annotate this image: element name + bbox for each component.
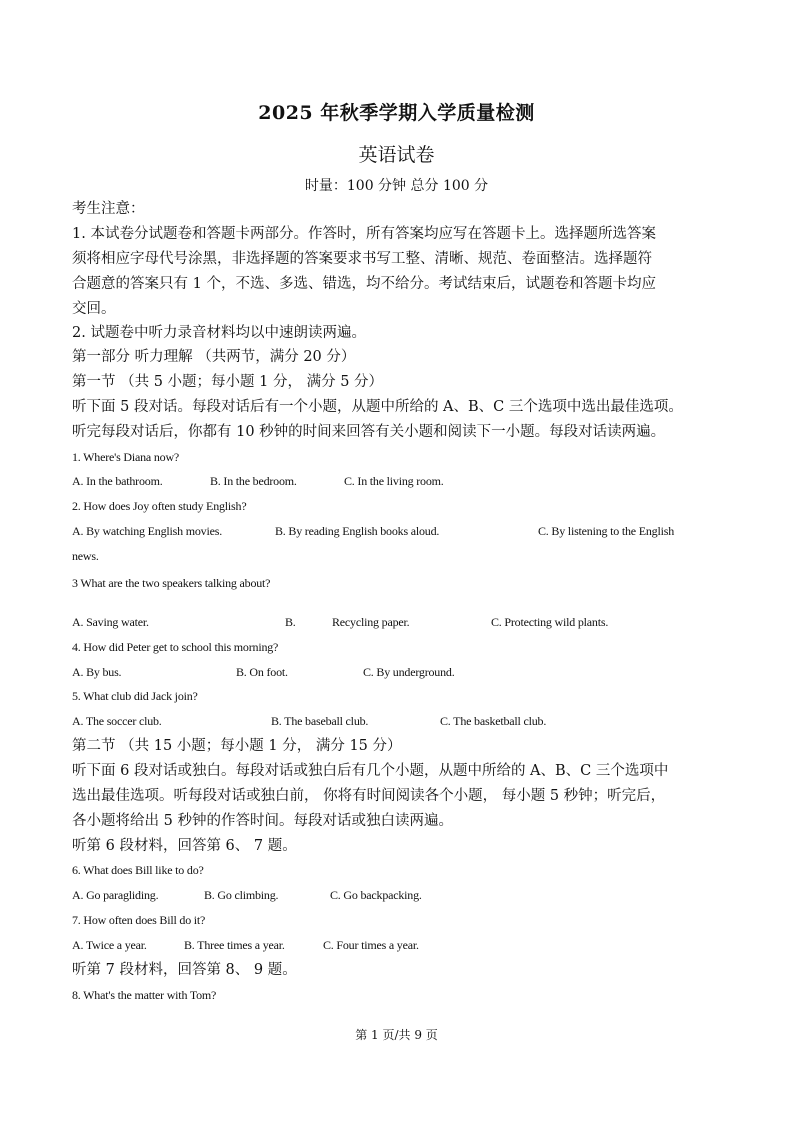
option-b: B. In the bedroom. bbox=[210, 474, 297, 488]
option-a: A. Go paragliding. bbox=[72, 888, 159, 902]
question-4: 4. How did Peter get to school this morning? bbox=[72, 640, 279, 654]
section-2-instruction-2: 选出最佳选项。听每段对话或独白前， 你将有时间阅读各个小题， 每小题 5 秒钟；听完后， bbox=[72, 788, 666, 804]
option-c: C. In the living room. bbox=[344, 474, 444, 488]
option-a: A. Saving water. bbox=[72, 615, 149, 629]
option-b: B. Three times a year. bbox=[184, 938, 285, 952]
section-1-instruction-1: 听下面 5 段对话。每段对话后有一个小题，从题中所给的 A、B、C 三个选项中选出最佳选项。 bbox=[72, 399, 683, 415]
option-b: B. On foot. bbox=[236, 665, 288, 679]
page-subtitle: 英语试卷 bbox=[358, 144, 435, 166]
option-a: A. Twice a year. bbox=[72, 938, 147, 952]
question-2-option-c-continued: news. bbox=[72, 549, 99, 563]
note-1-line-4: 交回。 bbox=[72, 301, 116, 317]
note-1-line-3: 合题意的答案只有 1 个，不选、多选、错选，均不给分。考试结束后，试题卷和答题卡均应 bbox=[72, 276, 656, 292]
section-2-instruction-1: 听下面 6 段对话或独白。每段对话或独白后有几个小题，从题中所给的 A、B、C 三个选项中 bbox=[72, 763, 669, 779]
option-b: B. Go climbing. bbox=[204, 888, 279, 902]
section-2-instruction-3: 各小题将给出 5 秒钟的作答时间。每段对话或独白读两遍。 bbox=[72, 813, 453, 829]
question-1: 1. Where's Diana now? bbox=[72, 450, 180, 464]
option-a: A. In the bathroom. bbox=[72, 474, 163, 488]
option-a: A. The soccer club. bbox=[72, 714, 162, 728]
option-b: B. bbox=[285, 615, 296, 629]
material-6-heading: 听第 6 段材料，回答第 6、 7 题。 bbox=[72, 838, 297, 854]
time-and-score: 时量：100 分钟 总分 100 分 bbox=[304, 178, 489, 194]
question-3: 3 What are the two speakers talking about? bbox=[72, 576, 271, 590]
option-b: B. By reading English books aloud. bbox=[275, 524, 440, 538]
note-2: 2. 试题卷中听力录音材料均以中速朗读两遍。 bbox=[72, 325, 366, 341]
question-2: 2. How does Joy often study English? bbox=[72, 499, 247, 513]
section-1-instruction-2: 听完每段对话后，你都有 10 秒钟的时间来回答有关小题和阅读下一小题。每段对话读两遍。 bbox=[72, 424, 666, 440]
option-c: C. The basketball club. bbox=[440, 714, 547, 728]
option-a: A. By bus. bbox=[72, 665, 122, 679]
section-2-heading: 第二节 （共 15 小题；每小题 1 分， 满分 15 分） bbox=[72, 738, 402, 754]
part-1-heading: 第一部分 听力理解 （共两节，满分 20 分） bbox=[72, 349, 356, 365]
option-c: C. Protecting wild plants. bbox=[491, 615, 609, 629]
page-title: 2025 年秋季学期入学质量检测 bbox=[258, 102, 535, 124]
option-c: C. By underground. bbox=[363, 665, 455, 679]
note-1-line-1: 1. 本试卷分试题卷和答题卡两部分。作答时，所有答案均应写在答题卡上。选择题所选答案 bbox=[72, 226, 656, 242]
question-6: 6. What does Bill like to do? bbox=[72, 863, 204, 877]
option-a: A. By watching English movies. bbox=[72, 524, 222, 538]
question-8: 8. What's the matter with Tom? bbox=[72, 988, 217, 1002]
option-c: C. Go backpacking. bbox=[330, 888, 422, 902]
option-c: C. By listening to the English bbox=[538, 524, 675, 538]
option-b: B. The baseball club. bbox=[271, 714, 369, 728]
material-7-heading: 听第 7 段材料，回答第 8、 9 题。 bbox=[72, 962, 297, 978]
question-5: 5. What club did Jack join? bbox=[72, 689, 198, 703]
notes-heading: 考生注意： bbox=[72, 201, 145, 217]
option-c: C. Four times a year. bbox=[323, 938, 419, 952]
option-b-text: Recycling paper. bbox=[332, 615, 410, 629]
section-1-heading: 第一节 （共 5 小题；每小题 1 分， 满分 5 分） bbox=[72, 374, 384, 390]
note-1-line-2: 须将相应字母代号涂黑，非选择题的答案要求书写工整、清晰、规范、卷面整洁。选择题符 bbox=[72, 251, 652, 267]
question-7: 7. How often does Bill do it? bbox=[72, 913, 206, 927]
page-number: 第 1 页/共 9 页 bbox=[355, 1028, 438, 1042]
